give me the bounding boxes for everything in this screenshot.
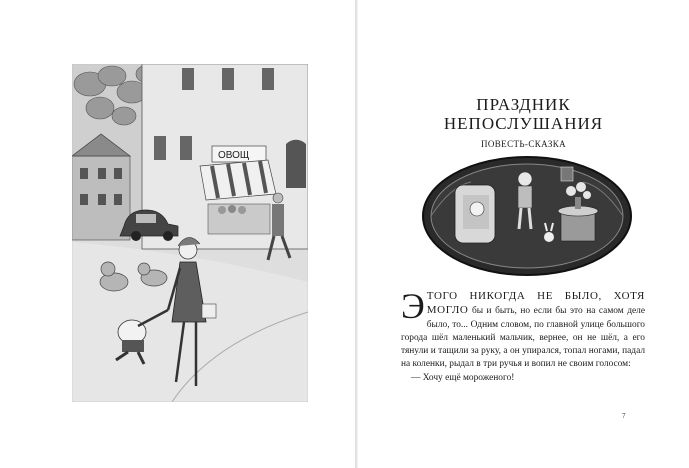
subtitle: ПОВЕСТЬ-СКАЗКА <box>480 139 567 149</box>
dialogue-line: — Хочу ещё мороженого! <box>411 372 515 383</box>
paragraph-body: бы и быть, но если бы это на самом деле было, то... Одним словом, по главной улице большого города шёл маленький мальчик, вернее, он не шёл, а его тянули и тащили за руку, а он упирался, топал ногами, падал на коленки, рыдал в три ручья и вопил не своим голосом: <box>401 306 646 370</box>
story-text <box>401 286 646 385</box>
oval-vignette-illustration <box>421 155 633 277</box>
street-illustration <box>72 64 308 402</box>
armchair <box>455 185 495 243</box>
houses-left <box>72 134 130 240</box>
title-line-1: ПРАЗДНИК <box>476 95 571 114</box>
opening-paragraph <box>401 286 646 372</box>
lead-in-caps: ТОГО НИКОГДА НЕ БЫЛО, ХОТЯ МОГЛО <box>426 290 645 317</box>
right-page <box>358 0 689 468</box>
shop-sign: ОВОЩ <box>218 150 250 161</box>
drop-cap: Э <box>401 286 425 326</box>
page-number: 7 <box>622 412 626 420</box>
title-line-2: НЕПОСЛУШАНИЯ <box>443 114 604 133</box>
